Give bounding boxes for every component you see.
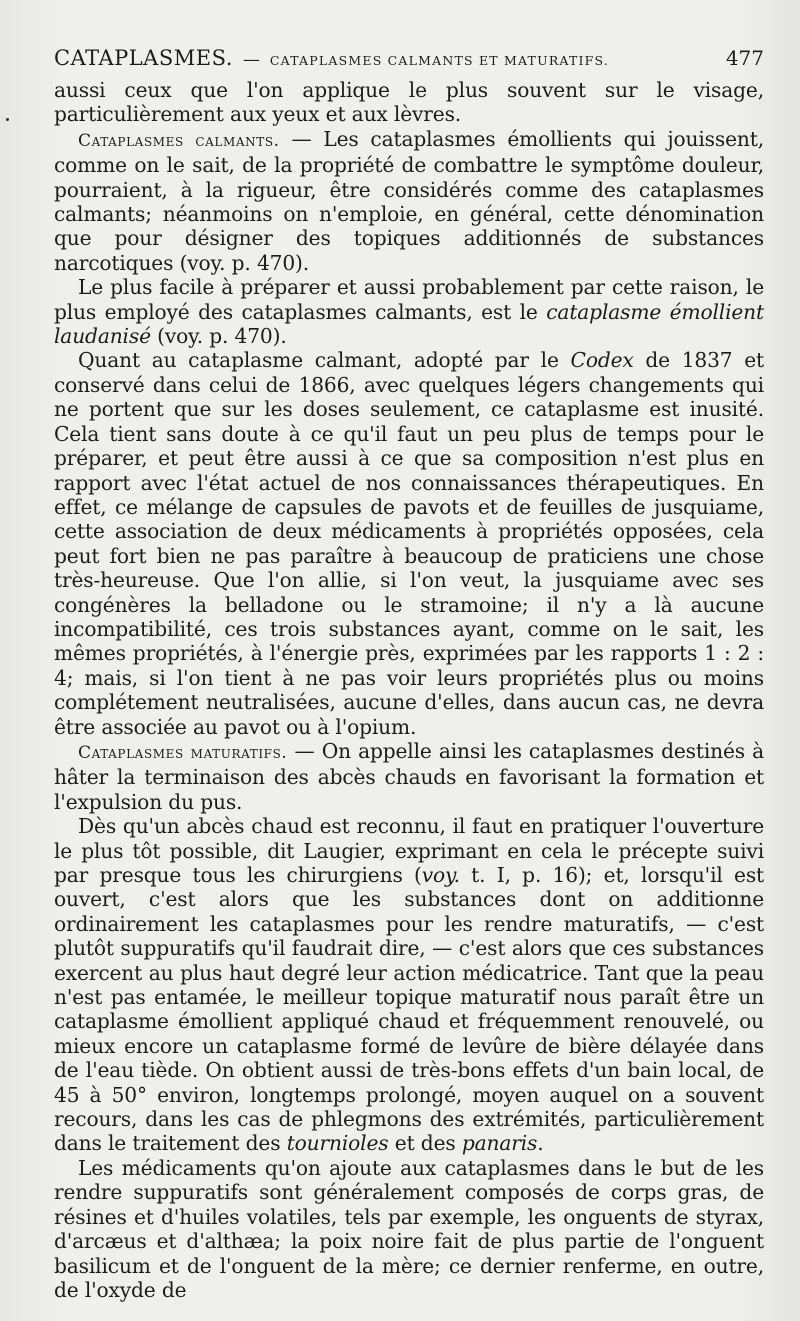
paragraph-laudanise (54, 275, 764, 348)
paragraph-maturatifs (54, 739, 764, 814)
running-head (54, 46, 764, 76)
chapter-title: CATAPLASMES. (54, 46, 233, 70)
emphasis-text: Codex (570, 348, 634, 373)
paragraph-calmants (54, 127, 764, 275)
paragraph-text: t. I, p. 16); et, lorsqu'il est ouvert, c'est alors que les substances dont on additionne ordinairement les cataplasmes pour les rendre maturatifs, — c'est plutôt suppuratifs qu'il faudrait dire, — c'est alors que ces substances exercent au plus haut degré leur action médicatrice. Tant que la peau n'est pas entamée, le meilleur topique maturatif nous paraît être un cataplasme émollient appliqué chaud et fréquemment renouvelé, ou mieux encore un cataplasme formé de levûre de bière délayée dans de l'eau tiède. On obtient aussi de très-bons effets d'un bain local, de 45 à 50° environ, longtemps prolongé, moyen auquel on a souvent recours, dans les cas de phlegmons des extrémités, particulièrement dans le traitement des (54, 863, 764, 1156)
paragraph-suppuratifs: Les médicaments qu'on ajoute aux cataplasmes dans le but de les rendre suppuratifs sont généralement composés de corps gras, de résines et d'huiles volatiles, tels par exemple, les onguents de styrax, d'arcæus et d'althæa; la poix noire fait de plus partie de l'onguent basilicum et de l'onguent de la mère; ce dernier renferme, en outre, de l'oxyde de (54, 1155, 764, 1302)
section-subtitle: CATAPLASMES CALMANTS ET MATURATIFS. (269, 53, 610, 68)
emphasis-text: panaris (461, 1131, 538, 1156)
paragraph-text: Quant au cataplasme calmant, adopté par le (78, 348, 571, 373)
page-number: 477 (725, 46, 764, 70)
paragraph-text: (voy. p. 470). (150, 324, 287, 349)
paragraph-text: — On appelle ainsi les cataplasmes destinés à hâter la terminaison des abcès chauds en favorisant la formation et l'expulsion du pus. (54, 738, 764, 814)
paragraph-text: — Les cataplasmes émollients qui jouissent, comme on le sait, de la propriété de combattre le symptôme douleur, pourraient, à la rigueur, être considérés comme des cataplasmes calmants; néanmoins on n'emploie, en général, cette dénomination que pour désigner des topiques additionnés de substances narcotiques (voy. p. 470). (54, 126, 764, 275)
emphasis-text: tournioles (286, 1131, 389, 1156)
paragraph-text: de 1837 et conservé dans celui de 1866, avec quelques légers changements qui ne portent que sur les doses seulement, ce cataplasme est inusité. Cela tient sans doute à ce qu'il faut un peu plus de temps pour le préparer, et peut être aussi à ce que sa composition n'est plus en rapport avec l'état actuel de nos connaissances thérapeutiques. En effet, ce mélange de capsules de pavots et de feuilles de jusquiame, cette association de deux médicaments à propriétés opposées, cela peut fort bien ne pas paraître à beaucoup de praticiens une chose très-heureuse. Que l'on allie, si l'on veut, la jusquiame avec ses congénères la belladone ou le stramoine; il n'y a là aucune incompatibilité, ces trois substances ayant, comme on le sait, les mêmes propriétés, à l'énergie près, exprimées par les rapports 1 : 2 : 4; mais, si l'on tient à ne pas voir leurs propriétés plus ou moins complétement neutralisées, aucune d'elles, dans aucun cas, ne devra être associée au pavot ou à l'opium. (54, 348, 765, 739)
paragraph-text: Dès qu'un abcès chaud est reconnu, il faut en pratiquer l'ouverture le plus tôt possible, dit Laugier, exprimant en cela le précepte suivi par presque tous les chirurgiens ( (54, 814, 764, 887)
header-dash: — (242, 50, 260, 70)
emphasis-text: cataplasme émollient laudanisé (54, 299, 764, 349)
running-head-left (54, 46, 609, 70)
paragraph-codex (54, 348, 764, 739)
section-heading-maturatifs: Cataplasmes maturatifs. (78, 742, 288, 763)
margin-speck (6, 118, 9, 121)
paragraph-text: Le plus facile à préparer et aussi probablement par cette raison, le plus employé des cataplasmes calmants, est le (54, 275, 764, 324)
body-text (54, 78, 764, 1302)
paragraph-continued: aussi ceux que l'on applique le plus souvent sur le visage, particulièrement aux yeux et aux lèvres. (54, 78, 764, 127)
emphasis-text: voy. (421, 863, 460, 887)
paragraph-text: et des (388, 1131, 462, 1156)
paragraph-abces (54, 814, 764, 1156)
section-heading-calmants: Cataplasmes calmants. (78, 130, 280, 151)
paragraph-text: . (537, 1131, 544, 1156)
